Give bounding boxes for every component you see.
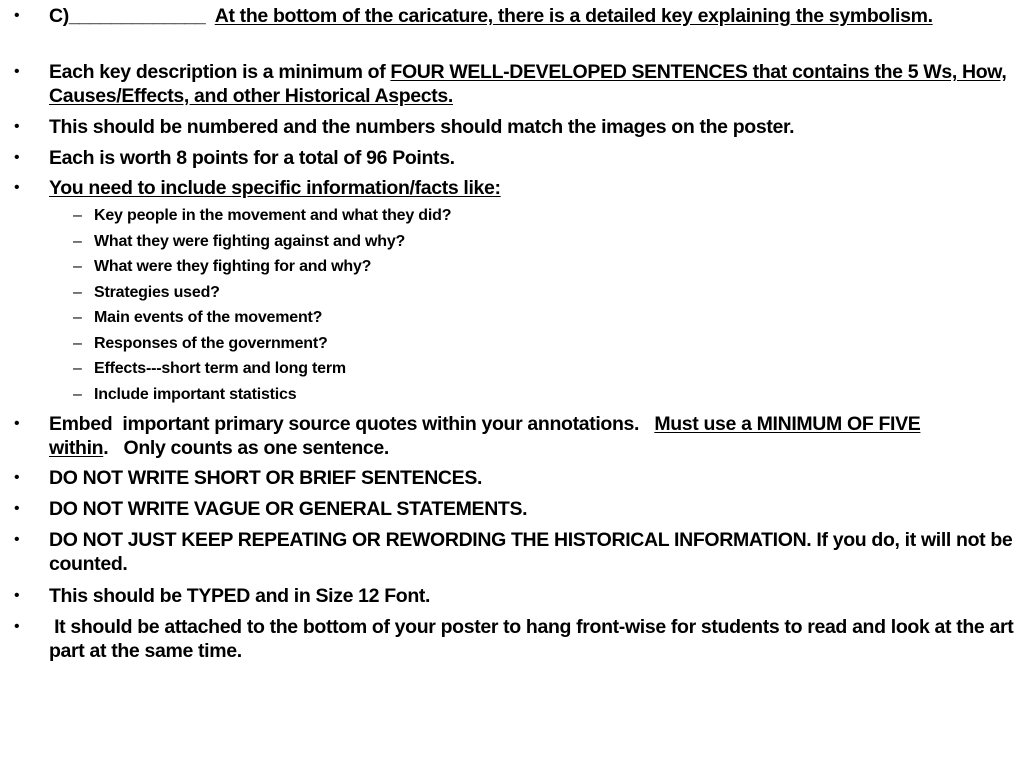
dash-marker: – [73,284,82,301]
bullet-item-key [14,4,1016,28]
bullet-item-no-short [14,466,1016,490]
sub-item [73,232,1004,252]
sub-item [73,385,1004,405]
bullet-item-no-repeat [14,528,1016,576]
sub-item-text: What they were fighting against and why? [94,233,406,250]
bullet-item-attach [14,615,1019,663]
bullet-marker: • [14,500,20,517]
sub-item-text: Effects---short term and long term [94,360,346,377]
specific-info-heading: You need to include specific information/facts like: [49,177,501,199]
bullet-item-quotes [14,412,1016,460]
bullet-item-numbering [14,115,1016,139]
sub-item [73,257,1004,277]
dash-marker: – [73,233,82,250]
sub-item-text: Key people in the movement and what they did? [94,207,452,224]
bullet-marker: • [14,618,20,635]
no-repeat-text: DO NOT JUST KEEP REPEATING OR REWORDING THE HISTORICAL INFORMATION. If you do, it will not be counted. [49,529,1013,575]
bullet-item-specific-info [14,176,1016,200]
bullet-item-points [14,146,1016,170]
dash-marker: – [73,360,82,377]
bullet-marker: • [14,118,20,135]
four-sentences-requirement: FOUR WELL-DEVELOPED SENTENCES that contains the 5 Ws, How, Causes/Effects, and other Historical Aspects. [49,61,1007,107]
sub-item-text: Strategies used? [94,284,220,301]
bullet-item-typed [14,584,1016,608]
sub-item-text: Include important statistics [94,386,297,403]
sub-item-text: Responses of the government? [94,335,328,352]
sub-item [73,283,1004,303]
no-vague-text: DO NOT WRITE VAGUE OR GENERAL STATEMENTS. [49,498,528,520]
sub-item [73,206,1004,226]
sub-item-text: What were they fighting for and why? [94,258,372,275]
bullet-marker: • [14,415,20,432]
bullet-marker: • [14,469,20,486]
sub-item-text: Main events of the movement? [94,309,323,326]
sub-item [73,334,1004,354]
typed-text: This should be TYPED and in Size 12 Font. [49,585,431,607]
dash-marker: – [73,335,82,352]
description-lead-text: Each key description is a minimum of [49,61,391,83]
dash-marker: – [73,309,82,326]
key-requirement-text: At the bottom of the caricature, there is a detailed key explaining the symbolism. [214,5,933,27]
sub-item [73,359,1004,379]
bullet-marker: • [14,7,20,24]
bullet-marker: • [14,587,20,604]
minimum-five-text: Must use a MINIMUM OF FIVE within [49,413,921,459]
bullet-item-no-vague [14,497,1016,521]
quotes-suffix: . Only counts as one sentence. [103,437,389,459]
quotes-text: Embed important primary source quotes within your annotations. [49,413,655,435]
no-short-text: DO NOT WRITE SHORT OR BRIEF SENTENCES. [49,467,483,489]
sub-item [73,308,1004,328]
blank-line-prefix: C)_____________ [49,5,215,27]
dash-marker: – [73,207,82,224]
dash-marker: – [73,386,82,403]
bullet-marker: • [14,149,20,166]
dash-marker: – [73,258,82,275]
bullet-marker: • [14,531,20,548]
bullet-marker: • [14,63,20,80]
attach-text: It should be attached to the bottom of your poster to hang front-wise for students to read and look at the art part at the same time. [49,616,1019,662]
points-text: Each is worth 8 points for a total of 96 Points. [49,147,455,169]
numbering-text: This should be numbered and the numbers should match the images on the poster. [49,116,795,138]
bullet-marker: • [14,179,20,196]
bullet-item-description-length [14,60,1016,108]
